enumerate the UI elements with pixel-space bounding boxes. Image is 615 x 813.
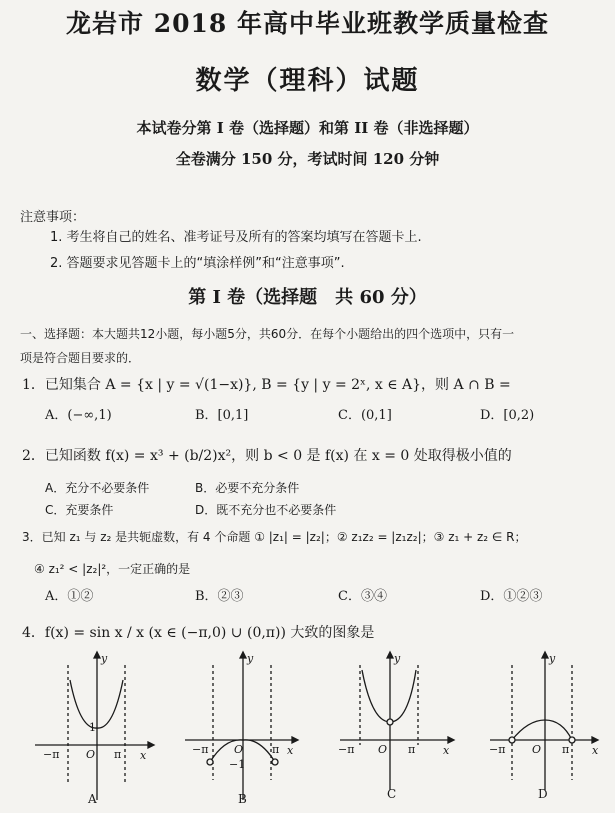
graph-b-endpoint-left [207,759,213,765]
graph-b-x-arrow [292,737,298,743]
graph-b-y-arrow [240,652,246,658]
graph-b-endpoint-right [272,759,278,765]
graph-b-y-label: y [247,652,254,665]
graph-c-y-label: y [394,652,401,665]
graph-a-x-label: x [140,749,147,762]
graph-d-pi: π [562,743,570,756]
section-intro-line-1: 一、选择题：本大题共12小题，每小题5分，共60分．在每个小题给出的四个选项中，只有一 [20,327,515,341]
q3-option-b: B．②③ [195,589,244,604]
q3-option-a: A．①② [45,589,94,604]
graph-a-x-arrow [148,742,154,748]
question-2-stem: 2．已知函数 f(x) = x³ + (b/2)x²，则 b < 0 是 f(x) 在 x = 0 处取得极小值的 [22,448,512,464]
graph-c-x-arrow [448,737,454,743]
q1-option-d: D．[0,2) [480,408,535,423]
question-3-stem-line-1: 3．已知 z₁ 与 z₂ 是共轭虚数，有 4 个命题 ① |z₁| = |z₂|；② z₁z₂ = |z₁z₂|；③ z₁ + z₂ ∈ R； [22,530,527,544]
subject-title: 数学（理科）试题 [195,66,420,96]
exam-title: 龙岩市 2018 年高中毕业班教学质量检查 [66,9,549,38]
graph-a-y-label: y [101,652,108,665]
graph-b-pi: π [272,743,280,756]
q2-option-a: A．充分不必要条件 [45,481,150,495]
graph-c-curve [362,670,416,722]
graph-d-endpoint-right [569,737,575,743]
q1-option-a: A．(−∞,1) [45,408,112,423]
graph-c [340,652,454,790]
graph-d-x-arrow [592,737,598,743]
graph-b-x-label: x [287,744,294,757]
graph-c-y-arrow [387,652,393,658]
graph-c-neg-pi: −π [338,743,355,756]
graph-d-caption: D [538,787,548,801]
graph-a-neg-pi: −π [43,748,60,761]
graph-d-origin: O [532,743,542,756]
graph-a-caption: A [88,792,97,806]
exam-info-line-2: 全卷满分 150 分，考试时间 120 分钟 [175,150,440,168]
graph-c-origin: O [378,743,388,756]
graph-b-neg-one: −1 [229,758,246,771]
question-4-graphs [0,640,615,813]
q1-option-b: B．[0,1] [195,408,249,423]
question-4-stem: 4．f(x) = sin x / x (x ∈ (−π,0) ∪ (0,π)) 大致的图象是 [22,625,375,641]
graph-a-origin: O [86,748,96,761]
graph-c-hole [387,719,393,725]
graph-b-caption: B [238,792,247,806]
q3-option-d: D．①②③ [480,589,543,604]
exam-info-line-1: 本试卷分第 I 卷（选择题）和第 II 卷（非选择题） [136,119,479,137]
question-1-stem: 1．已知集合 A = {x | y = √(1−x)}, B = {y | y = 2ˣ, x ∈ A}，则 A ∩ B = [22,377,511,393]
q2-option-d: D．既不充分也不必要条件 [195,503,337,517]
graph-a-one: 1 [89,721,96,734]
question-3-stem-line-2: ④ z₁² < |z₂|²，一定正确的是 [34,562,191,576]
q2-option-b: B．必要不充分条件 [195,481,300,495]
q2-option-c: C．充要条件 [45,503,114,517]
graph-d-x-label: x [592,744,599,757]
graph-d-endpoint-left [509,737,515,743]
graph-c-x-label: x [443,744,450,757]
graph-b [185,652,298,800]
q3-option-c: C．③④ [338,589,387,604]
graph-d-neg-pi: −π [489,743,506,756]
graph-b-neg-pi: −π [192,743,209,756]
section-intro-line-2: 项是符合题目要求的． [20,351,141,365]
graph-c-pi: π [408,743,416,756]
note-item-1: 1. 考生将自己的姓名、准考证号及所有的答案均填写在答题卡上. [50,230,422,245]
q1-option-c: C．(0,1] [338,408,392,423]
graph-a-pi: π [114,748,122,761]
note-item-2: 2. 答题要求见答题卡上的“填涂样例”和“注意事项”. [50,256,345,271]
graph-b-origin: O [234,743,244,756]
graph-c-caption: C [387,787,397,801]
section-title: 第 I 卷（选择题 共 60 分） [188,287,427,308]
graph-d [490,652,598,790]
graph-d-y-arrow [542,652,548,658]
graph-d-y-label: y [549,652,556,665]
graph-a-y-arrow [94,652,100,658]
graph-d-curve [512,720,572,740]
notes-heading: 注意事项： [20,210,86,225]
